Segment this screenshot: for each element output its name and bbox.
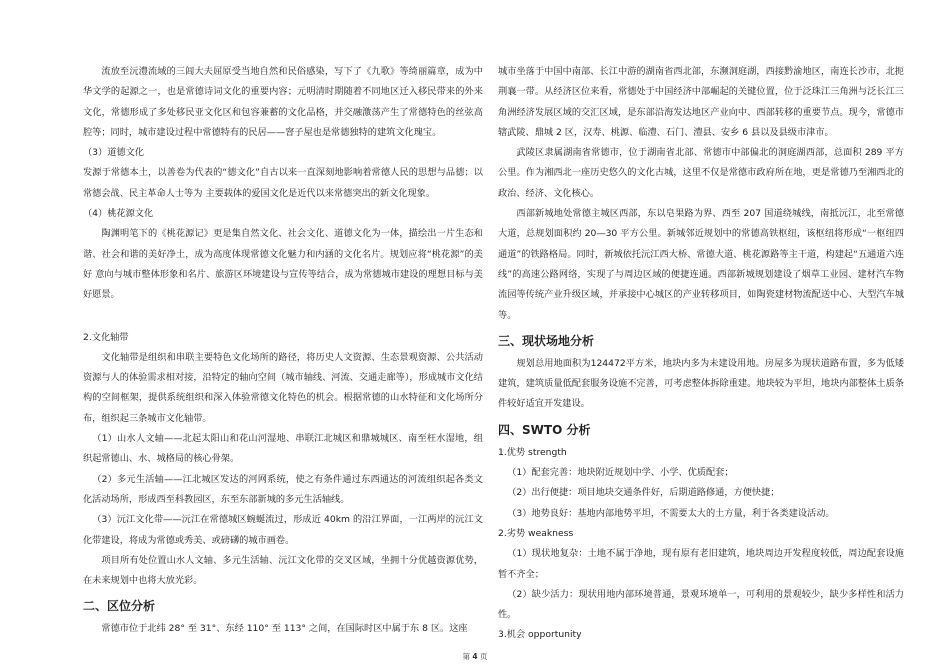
footer-prefix: 第 bbox=[462, 652, 473, 661]
heading-swot-analysis: 四、SWTO 分析 bbox=[498, 422, 591, 437]
heading-weakness: 2.劣势 weakness bbox=[498, 527, 574, 539]
paragraph-location: 常德市位于北纬 28° 至 31°、东经 110° 至 113° 之间，在国际时区中属于东 8 区。这座 bbox=[101, 623, 468, 635]
heading-daode-culture: （3）道德文化 bbox=[83, 147, 144, 159]
paragraph-site-analysis: 规划总用地面积为124472平方米，地块内多为未建设用地。房屋多为现状道路布置，多为低矮建筑，建筑质量低配套服务设施不完善，可考虑整体拆除重建。地块较为平坦，地块内部整体土质条件较好适宜开发建设。 bbox=[498, 357, 904, 410]
paragraph-axis-life: （2）多元生活轴——江北城区发达的河网系统，使之有条件通过东西通达的河流组织起各类文化活动场所，形成西至科教园区，东至东部新城的多元生活轴线。 bbox=[83, 473, 483, 505]
paragraph-culture-intro: 流放至沅澧流域的三闾大夫屈原受当地自然和民俗感染，写下了《九歌》等绮丽篇章，成为中华文学的起源之一，也是常德诗词文化的重要内容；元明清时期随着不同地区迁入移民带来的外来文化，常德形成了多处移民亚文化区和包容兼蓄的文化品格，并交融激荡产生了常德特色的丝弦高腔等；同时，城市建设过程中常德特有的民居——窨子屋也是常德独特的建筑文化瑰宝。 bbox=[83, 66, 483, 138]
paragraph-project-position: 项目所有处位置山水人文轴、多元生活轴、沅江文化带的交叉区域，坐拥十分优越资源优势，在未来规划中也将大放光彩。 bbox=[83, 554, 483, 587]
paragraph-west-new-city: 西部新城地处常德主城区西部，东以皂果路为界、西至 207 国道绕城线，南抵沅江，北至常德大道，总规划面积约 20—30 平方公里。新城邻近规划中的常德高铁枢纽，该枢纽将形成“一枢纽四通道”的铁路格局。同时，新城依托沅江西大桥、常德大道、桃花源路等主干道，构建起“五通道六连线”的高速公路网络，实现了与周边区域的便捷连通。西部新城规划建设了烟草工业园、建材汽车物流园等传统产业升级区域，并承接中心城区的产业转移项目，如陶瓷建材物流配送中心、大型汽车城等。 bbox=[498, 208, 904, 321]
heading-culture-belt: 2.文化轴带 bbox=[83, 331, 129, 343]
heading-strength: 1.优势 strength bbox=[498, 446, 567, 458]
page-number: 4 bbox=[472, 652, 478, 661]
strength-item-1: （1）配套完善：地块附近规划中学、小学、优质配套； bbox=[507, 467, 734, 479]
paragraph-axis-yuanjiang: （3）沅江文化带——沅江在常德城区蜿蜒流过，形成近 40km 的沿江界面，一江两岸的沅江文化带建设，将成为常德或秀美、或磅礴的城市画卷。 bbox=[83, 514, 483, 546]
heading-location-analysis: 二、区位分析 bbox=[83, 599, 156, 614]
strength-item-3: （3）地势良好：基地内部地势平坦，不需要太大的土方量，利于各类建设活动。 bbox=[507, 507, 835, 519]
heading-taohua-culture: （4）桃花源文化 bbox=[83, 208, 154, 220]
heading-opportunity: 3.机会 opportunity bbox=[498, 629, 582, 641]
paragraph-location-continued: 城市坐落于中国中南部、长江中游的湖南省西北部，东濒洞庭湖，西接黔渝地区，南连长沙市，北扼荆襄一带。从经济区位来看，常德处于中国经济中部崛起的关键位置，位于泛珠江三角洲与泛长江三角洲经济发展区域的交汇区域，是东部沿海发达地区产业向中、西部转移的重要节点。现今，常德市辖武陵、鼎城 2 区，汉寿、桃源、临澧、石门、澧县、安乡 6 县以及县级市津市。 bbox=[498, 66, 904, 138]
left-column bbox=[83, 62, 483, 640]
footer-suffix: 页 bbox=[477, 652, 488, 661]
right-column bbox=[498, 62, 904, 646]
page-footer bbox=[0, 651, 950, 662]
paragraph-daode-culture: 发源于常德本土，以善卷为代表的“德文化”自古以来一直深刻地影响着常德人民的思想与品德；以常德会战、民主革命人士等为 主要载体的爱国文化是近代以来常德突出的新文化现象。 bbox=[83, 167, 483, 199]
strength-item-2: （2）出行便捷：项目地块交通条件好，后期道路修通，方便快捷； bbox=[507, 487, 780, 499]
weakness-item-2: （2）缺少活力：现状用地内部环境普通，景观环境单一，可利用的景观较少，缺少多样性和活力性。 bbox=[498, 588, 904, 621]
paragraph-axis-shanshui: （1）山水人文轴——北起太阳山和花山河湿地、串联江北城区和鼎城城区、南至枉水湿地，组织起常德山、水、城格局的核心骨架。 bbox=[83, 433, 483, 465]
paragraph-taohua-culture: 陶渊明笔下的《桃花源记》更是集自然文化、社会文化、道德文化为一体，描绘出一片生态和谐、社会和谐的美好净土，成为高度体现常德文化魅力和内涵的文化名片。规划应将“桃花源”的美好 意向与城市整体形象和名片、旅游区环境建设与宣传等结合，成为常德城市建设的理想目标与美好愿景。 bbox=[83, 228, 483, 301]
paragraph-wuling-district: 武陵区隶属湖南省常德市，位于湖南省北部、常德市中部偏北的洞庭湖西部，总面积 289 平方公里。作为湘西北一座历史悠久的文化古城，这里不仅是常德市政府所在地，更是常德乃至湘西北的政治、经济、文化核心。 bbox=[498, 147, 904, 199]
weakness-item-1: （1）现状地复杂：土地不属于净地，现有原有老旧建筑，地块周边开发程度较低，周边配套设施暂不齐全； bbox=[498, 548, 904, 580]
paragraph-culture-belt: 文化轴带是组织和串联主要特色文化场所的路径，将历史人文资源、生态景观资源、公共活动资源与人的体验需求相对接，沿特定的轴向空间（城市轴线、河流、交通走廊等），形成城市文化结构的空间框架，提供系统组织和深入体验常德文化特色的机会。根据常德的山水特征和文化场所分布，组织起三条城市文化轴带。 bbox=[83, 351, 483, 424]
heading-site-analysis: 三、现状场地分析 bbox=[498, 333, 595, 348]
